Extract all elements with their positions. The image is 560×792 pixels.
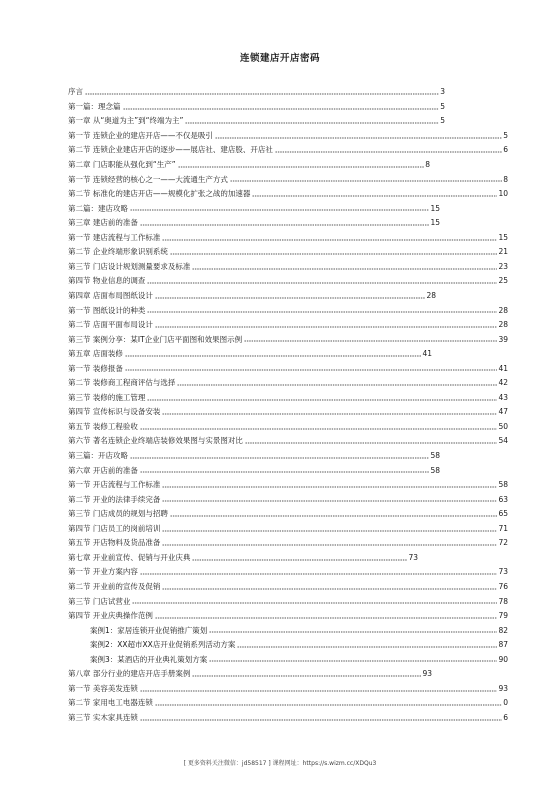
toc-leader-dots xyxy=(155,617,498,619)
toc-leader-dots xyxy=(130,457,429,459)
toc-entry-title: 第三节 门店试营业 xyxy=(68,596,131,606)
toc-entry-title: 案例3：某酒店的开业典礼策划方案 xyxy=(90,654,208,664)
toc-leader-dots xyxy=(162,500,497,502)
toc-entry-title: 第三节 门店设计规划测量要求及标准 xyxy=(68,261,191,271)
toc-leader-dots xyxy=(125,369,498,371)
toc-entry-page: 10 xyxy=(498,189,508,199)
toc-leader-dots xyxy=(162,413,497,415)
toc-entry-title: 第四节 门店员工的岗前培训 xyxy=(68,523,161,533)
toc-leader-dots xyxy=(147,282,497,284)
toc-entry-page: 5 xyxy=(440,101,445,111)
toc-entry-page: 41 xyxy=(498,363,508,373)
toc-entry-title: 第五节 开店物料及货品准备 xyxy=(68,538,161,548)
toc-entry-page: 0 xyxy=(503,698,508,708)
toc-entry-page: 8 xyxy=(503,174,508,184)
toc-entry-title: 第一节 连锁企业的建店开店——不仅是吸引 xyxy=(68,130,213,140)
toc-entry-page: 41 xyxy=(422,349,432,359)
toc-entry-page: 6 xyxy=(503,145,508,155)
toc-entry-title: 第一节 建店流程与工作标准 xyxy=(68,232,161,242)
toc-entry-page: 23 xyxy=(498,261,508,271)
toc-entry-title: 第二节 家用电工电器连锁 xyxy=(68,698,153,708)
toc-entry-title: 第二节 连锁企业建店开店的逐步——展店社、建店股、开店社 xyxy=(68,145,273,155)
toc-leader-dots xyxy=(155,326,498,328)
toc-leader-dots xyxy=(140,573,498,575)
toc-leader-dots xyxy=(178,166,425,168)
toc-leader-dots xyxy=(177,384,497,386)
toc-entry-page: 28 xyxy=(426,290,436,300)
document-title: 连锁建店开店密码 xyxy=(239,53,320,64)
toc-entry-page: 15 xyxy=(430,218,440,228)
toc-entry-title: 第一节 开店流程与工作标准 xyxy=(68,480,161,490)
toc-entry-page: 79 xyxy=(498,611,508,621)
toc-entry-page: 6 xyxy=(503,712,508,722)
toc-leader-dots xyxy=(162,544,497,546)
toc-entry-page: 87 xyxy=(498,640,508,650)
toc-entry-page: 47 xyxy=(498,407,508,417)
toc-entry-page: 28 xyxy=(498,305,508,315)
toc-leader-dots xyxy=(252,195,497,197)
toc-entry-page: 76 xyxy=(498,581,508,591)
toc-leader-dots xyxy=(140,719,502,721)
table-of-contents xyxy=(0,84,560,734)
toc-entry-title: 第二篇：建店攻略 xyxy=(68,203,128,213)
toc-entry-page: 54 xyxy=(498,436,508,446)
toc-entry-page: 28 xyxy=(498,320,508,330)
toc-entry-title: 第五章 店面装修 xyxy=(68,349,123,359)
toc-entry-page: 39 xyxy=(498,334,508,344)
toc-leader-dots xyxy=(209,660,497,662)
toc-entry-page: 78 xyxy=(498,596,508,606)
toc-entry-page: 21 xyxy=(498,247,508,257)
toc-leader-dots xyxy=(140,690,498,692)
toc-leader-dots xyxy=(130,209,429,211)
toc-entry-page: 63 xyxy=(498,494,508,504)
toc-leader-dots xyxy=(192,559,407,561)
toc-leader-dots xyxy=(245,442,498,444)
toc-leader-dots xyxy=(237,646,497,648)
toc-entry-page: 90 xyxy=(498,654,508,664)
toc-leader-dots xyxy=(244,340,497,342)
toc-entry-title: 第三节 装修的施工管理 xyxy=(68,392,146,402)
toc-leader-dots xyxy=(147,311,497,313)
toc-leader-dots xyxy=(85,93,439,95)
toc-entry-title: 第四节 开业庆典操作范例 xyxy=(68,611,153,621)
toc-leader-dots xyxy=(140,224,430,226)
toc-leader-dots xyxy=(215,137,502,139)
toc-entry-page: 5 xyxy=(503,130,508,140)
toc-leader-dots xyxy=(162,588,497,590)
toc-leader-dots xyxy=(192,268,497,270)
toc-entry[interactable] xyxy=(68,710,508,726)
toc-entry-title: 第二节 装修商工程商评估与选择 xyxy=(68,378,176,388)
toc-entry-title: 案例2：XX超市XX店开业促销系列活动方案 xyxy=(90,640,236,650)
toc-entry-title: 第一篇：理念篇 xyxy=(68,101,121,111)
toc-entry-page: 71 xyxy=(498,523,508,533)
toc-leader-dots xyxy=(123,108,440,110)
toc-entry-title: 第五节 装修工程验收 xyxy=(68,421,138,431)
toc-entry-title: 第一节 图纸设计的种类 xyxy=(68,305,146,315)
toc-entry-page: 73 xyxy=(408,552,418,562)
toc-entry-page: 8 xyxy=(425,160,430,169)
toc-leader-dots xyxy=(162,486,497,488)
toc-entry-page: 43 xyxy=(498,392,508,402)
toc-entry-page: 58 xyxy=(498,480,508,490)
toc-leader-dots xyxy=(155,704,502,706)
toc-entry-title: 第七章 开业前宣传、促销与开业庆典 xyxy=(68,552,191,562)
toc-entry-title: 第三章 建店前的准备 xyxy=(68,218,138,228)
toc-entry-title: 第二节 开业的法律手续完备 xyxy=(68,494,161,504)
toc-leader-dots xyxy=(230,180,502,182)
toc-entry-page: 5 xyxy=(440,116,445,126)
toc-leader-dots xyxy=(185,122,439,124)
toc-entry-page: 72 xyxy=(498,538,508,548)
toc-entry-page: 50 xyxy=(498,421,508,431)
toc-entry-title: 第八章 部分行业的建店开店手册案例 xyxy=(68,669,191,679)
toc-entry-title: 第三节 案例分享：某IT企业门店平面图和效果图示例 xyxy=(68,334,243,344)
toc-entry-title: 第一节 连锁经营的核心之一——大流通生产方式 xyxy=(68,174,228,184)
toc-entry-title: 第四节 物业信息的调查 xyxy=(68,276,146,286)
toc-entry-title: 第一节 开业方案内容 xyxy=(68,567,138,577)
toc-entry-page: 15 xyxy=(498,232,508,242)
footer-note: [ 更多资料关注微信：jd58517 ] 课程网址：https://s.wizm.cc/XDQu3 xyxy=(183,760,377,767)
toc-entry-page: 58 xyxy=(430,451,440,460)
toc-entry-title: 第二节 开业前的宣传及促销 xyxy=(68,581,161,591)
toc-entry-title: 序言 xyxy=(68,87,83,97)
toc-entry-title: 案例1：家居连锁开业促销推广策划 xyxy=(90,625,208,635)
toc-entry-title: 第一章 从“奥道为主”到“终端为主” xyxy=(68,116,184,126)
toc-leader-dots xyxy=(192,675,421,677)
toc-entry-title: 第二节 店面平面布局设计 xyxy=(68,320,153,330)
toc-entry-title: 第三节 实木家具连锁 xyxy=(68,712,138,722)
toc-leader-dots xyxy=(155,297,426,299)
toc-entry-title: 第四节 宣传标识与设备安装 xyxy=(68,407,161,417)
toc-entry-title: 第四章 店面布局图纸设计 xyxy=(68,290,153,300)
toc-leader-dots xyxy=(125,355,422,357)
toc-leader-dots xyxy=(275,151,502,153)
toc-entry-title: 第一节 美容美发连锁 xyxy=(68,683,138,693)
toc-entry-title: 第一节 装修报备 xyxy=(68,363,123,373)
toc-entry-title: 第三篇：开店攻略 xyxy=(68,451,128,460)
toc-entry-page: 58 xyxy=(430,465,440,475)
toc-entry-title: 第三节 门店成员的规划与招聘 xyxy=(68,509,168,519)
toc-entry-title: 第六章 开店前的准备 xyxy=(68,465,138,475)
toc-entry-title: 第二节 企业终端形象识别系统 xyxy=(68,247,168,257)
toc-entry-page: 93 xyxy=(498,683,508,693)
toc-leader-dots xyxy=(132,602,497,604)
toc-leader-dots xyxy=(147,399,497,401)
toc-entry-title: 第六节 著名连锁企业终端店装修效果图与实景图对比 xyxy=(68,436,243,446)
toc-entry-page: 15 xyxy=(430,203,440,213)
toc-leader-dots xyxy=(162,530,497,532)
toc-leader-dots xyxy=(162,239,497,241)
toc-entry-page: 3 xyxy=(440,87,445,97)
toc-entry-page: 65 xyxy=(498,509,508,519)
toc-entry-page: 42 xyxy=(498,378,508,388)
toc-leader-dots xyxy=(170,515,498,517)
toc-leader-dots xyxy=(140,471,430,473)
toc-leader-dots xyxy=(209,631,497,633)
toc-entry-title: 第二章 门店职能从强化到“生产” xyxy=(68,160,176,169)
toc-entry-page: 73 xyxy=(498,567,508,577)
toc-entry-title: 第二节 标准化的建店开店——规模化扩张之战的加速器 xyxy=(68,189,251,199)
toc-leader-dots xyxy=(140,428,498,430)
toc-leader-dots xyxy=(170,253,498,255)
toc-entry-page: 93 xyxy=(422,669,432,679)
toc-entry-page: 82 xyxy=(498,625,508,635)
toc-entry-page: 25 xyxy=(498,276,508,286)
